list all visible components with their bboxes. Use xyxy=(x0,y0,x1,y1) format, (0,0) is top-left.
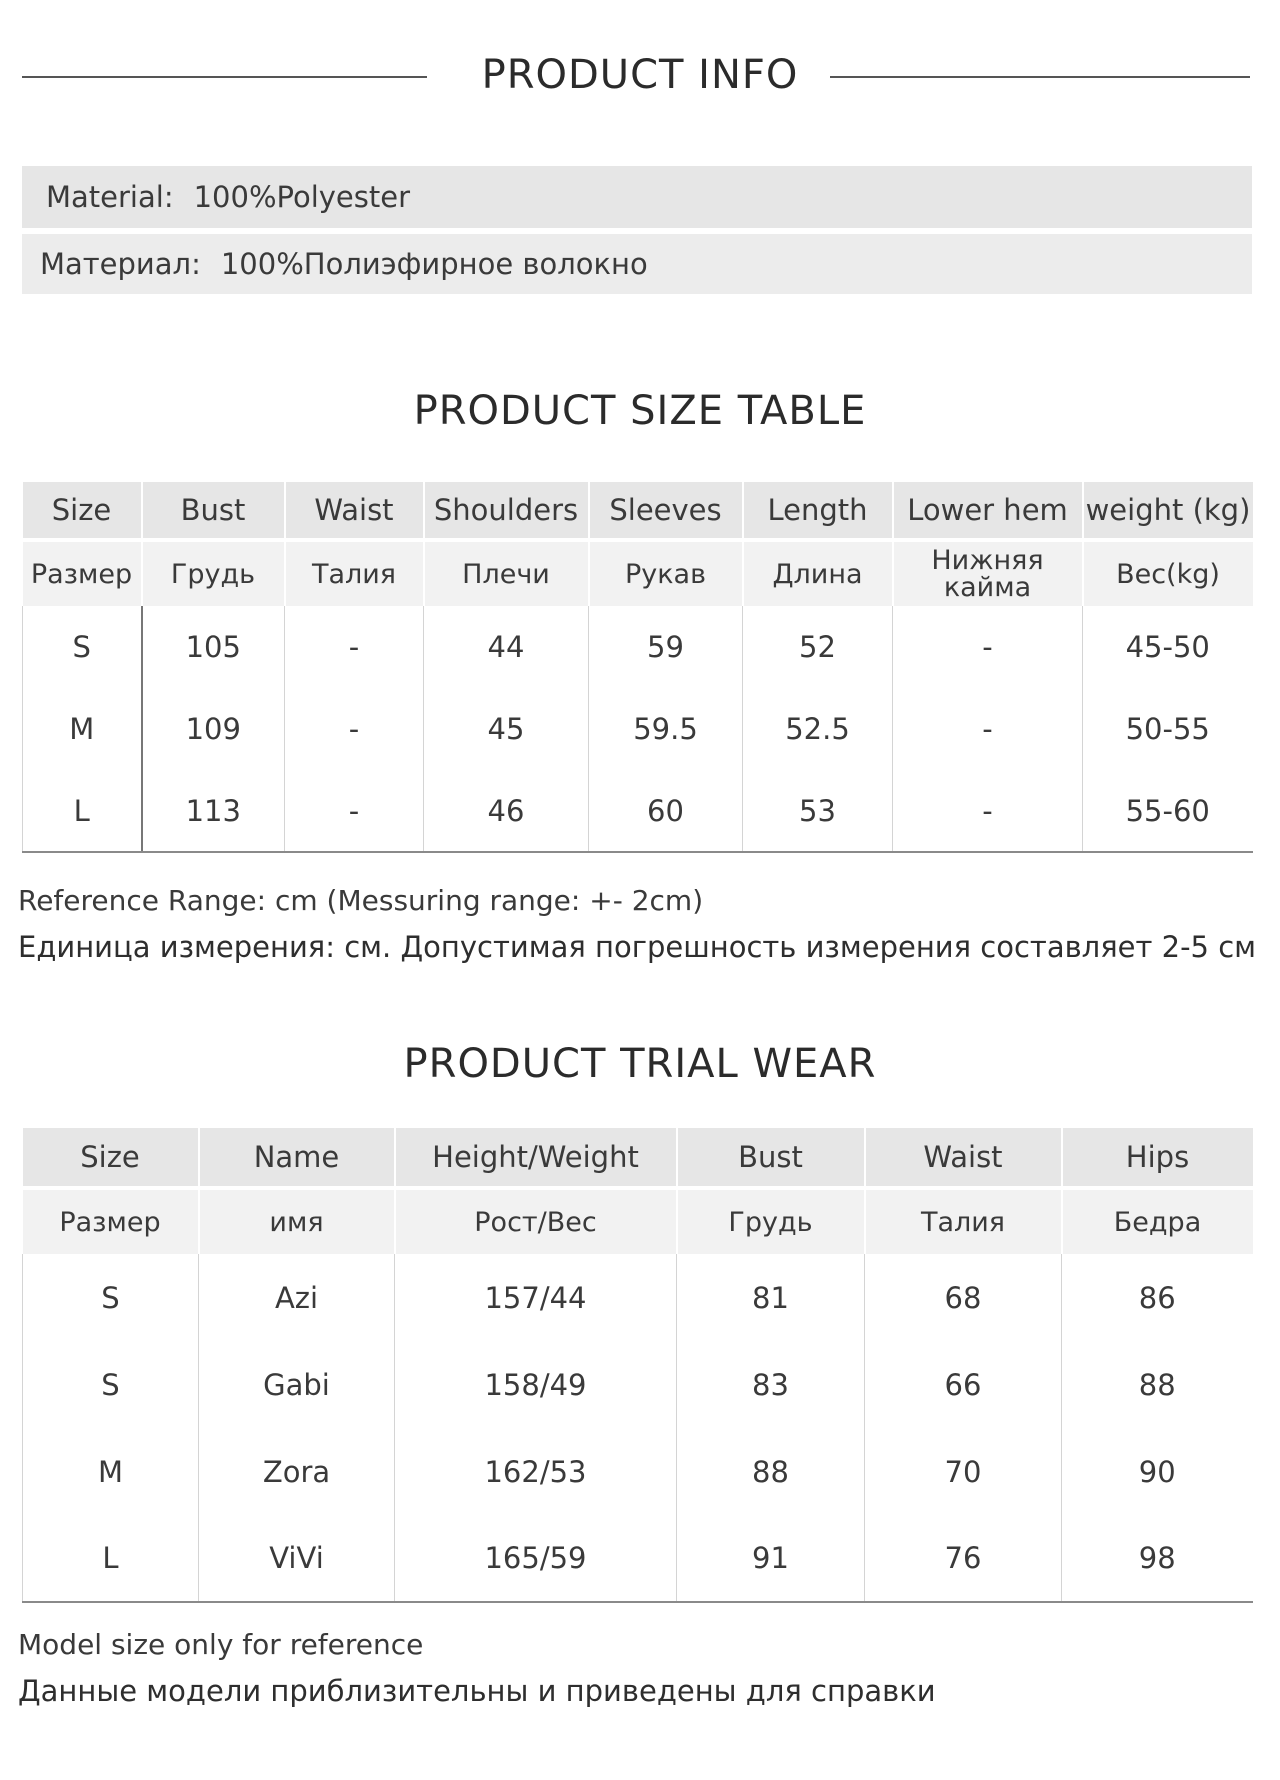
material-value-en: 100%Polyester xyxy=(193,180,411,214)
size-header-ru-bust: Грудь xyxy=(142,540,285,606)
table-row xyxy=(23,688,1253,770)
material-label-ru: Материал: xyxy=(40,247,201,281)
cell-shoulders: 44 xyxy=(424,606,589,688)
cell-weight: 55-60 xyxy=(1083,770,1253,852)
size-header-ru-weight: Вес(kg) xyxy=(1083,540,1253,606)
cell-waist: 76 xyxy=(865,1515,1062,1602)
cell-weight: 45-50 xyxy=(1125,630,1210,664)
trial-header-ru-waist: Талия xyxy=(865,1188,1062,1254)
cell-hips: 98 xyxy=(1062,1515,1253,1602)
trial-header-ru-height-weight: Рост/Вес xyxy=(395,1188,677,1254)
material-value-ru: 100%Полиэфирное волокно xyxy=(220,247,648,281)
material-label-en: Material: xyxy=(46,180,174,214)
cell-waist: 70 xyxy=(865,1428,1062,1515)
trial-wear-title: PRODUCT TRIAL WEAR xyxy=(403,1041,877,1087)
size-header-ru-sleeves: Рукав xyxy=(589,540,743,606)
cell-height-weight: 157/44 xyxy=(395,1254,677,1341)
size-header-ru-waist: Талия xyxy=(285,540,424,606)
cell-hips: 86 xyxy=(1138,1280,1176,1315)
trial-header-row-en xyxy=(23,1128,1253,1188)
cell-name: Gabi xyxy=(199,1341,395,1428)
material-row-ru xyxy=(22,234,1252,294)
cell-waist: - xyxy=(285,688,424,770)
cell-shoulders: 46 xyxy=(424,770,589,852)
cell-sleeves: 59.5 xyxy=(589,688,743,770)
cell-name: ViVi xyxy=(199,1515,395,1602)
cell-bust: 109 xyxy=(142,688,285,770)
cell-size: M xyxy=(23,1428,199,1515)
table-row xyxy=(23,1341,1253,1428)
cell-name: Azi xyxy=(199,1254,395,1341)
cell-size: L xyxy=(23,1515,199,1602)
table-row xyxy=(23,770,1253,852)
size-header-ru-length: Длина xyxy=(743,540,893,606)
trial-note-ru: Данные модели приблизительны и приведены для справки xyxy=(18,1674,936,1708)
cell-height-weight: 162/53 xyxy=(395,1428,677,1515)
table-row xyxy=(23,1515,1253,1602)
cell-bust: 81 xyxy=(677,1254,865,1341)
trial-header-ru-hips: Бедра xyxy=(1062,1188,1253,1254)
table-row xyxy=(23,1428,1253,1515)
size-table-title: PRODUCT SIZE TABLE xyxy=(413,388,867,434)
size-header-ru-size: Размер xyxy=(23,540,142,606)
trial-wear-table xyxy=(22,1128,1253,1603)
trial-note-en: Model size only for reference xyxy=(18,1628,424,1661)
cell-lower-hem: - xyxy=(893,606,1083,688)
cell-size: S xyxy=(23,1341,199,1428)
table-row xyxy=(23,1254,1253,1341)
cell-bust: 113 xyxy=(142,770,285,852)
cell-length: 53 xyxy=(743,770,893,852)
trial-header-waist: Waist xyxy=(865,1128,1062,1188)
cell-waist: - xyxy=(285,770,424,852)
cell-lower-hem: - xyxy=(893,688,1083,770)
size-header-ru-lower-hem: Нижняя кайма xyxy=(893,540,1083,606)
cell-shoulders: 45 xyxy=(424,688,589,770)
cell-waist: - xyxy=(285,606,424,688)
size-header-length: Length xyxy=(743,482,893,540)
cell-hips: 88 xyxy=(1138,1367,1176,1402)
trial-header-ru-bust: Грудь xyxy=(677,1188,865,1254)
cell-waist: 66 xyxy=(865,1341,1062,1428)
cell-size: M xyxy=(23,688,142,770)
cell-name: Zora xyxy=(199,1428,395,1515)
cell-length: 52 xyxy=(743,606,893,688)
cell-weight: 50-55 xyxy=(1125,712,1210,746)
cell-size: S xyxy=(23,606,142,688)
size-header-row-en xyxy=(23,482,1253,540)
cell-lower-hem: - xyxy=(893,770,1083,852)
cell-hips: 90 xyxy=(1138,1454,1176,1489)
size-header-ru-shoulders: Плечи xyxy=(424,540,589,606)
size-header-shoulders: Shoulders xyxy=(424,482,589,540)
cell-waist: 68 xyxy=(865,1254,1062,1341)
cell-size: S xyxy=(23,1254,199,1341)
cell-height-weight: 158/49 xyxy=(395,1341,677,1428)
trial-header-ru-size: Размер xyxy=(23,1188,199,1254)
trial-header-height-weight: Height/Weight xyxy=(395,1128,677,1188)
cell-sleeves: 60 xyxy=(589,770,743,852)
cell-height-weight: 165/59 xyxy=(395,1515,677,1602)
trial-header-name: Name xyxy=(199,1128,395,1188)
material-row-en xyxy=(22,166,1252,228)
cell-bust: 83 xyxy=(677,1341,865,1428)
size-table xyxy=(22,482,1253,853)
trial-header-size: Size xyxy=(23,1128,199,1188)
cell-bust: 105 xyxy=(142,606,285,688)
cell-size: L xyxy=(23,770,142,852)
cell-sleeves: 59 xyxy=(589,606,743,688)
cell-bust: 91 xyxy=(677,1515,865,1602)
trial-header-hips: Hips xyxy=(1062,1128,1253,1188)
size-note-ru: Единица измерения: см. Допустимая погрешность измерения составляет 2-5 см xyxy=(18,930,1257,964)
size-header-weight: weight (kg) xyxy=(1083,482,1253,540)
size-header-sleeves: Sleeves xyxy=(589,482,743,540)
product-info-title: PRODUCT INFO xyxy=(481,52,799,98)
size-header-row-ru xyxy=(23,540,1253,606)
cell-length: 52.5 xyxy=(743,688,893,770)
trial-header-bust: Bust xyxy=(677,1128,865,1188)
size-header-size: Size xyxy=(23,482,142,540)
size-header-waist: Waist xyxy=(285,482,424,540)
size-header-lower-hem: Lower hem xyxy=(893,482,1083,540)
size-header-bust: Bust xyxy=(142,482,285,540)
size-note-en: Reference Range: cm (Messuring range: +- 2cm) xyxy=(18,884,704,917)
trial-header-ru-name: имя xyxy=(199,1188,395,1254)
table-row xyxy=(23,606,1253,688)
cell-bust: 88 xyxy=(677,1428,865,1515)
trial-header-row-ru xyxy=(23,1188,1253,1254)
